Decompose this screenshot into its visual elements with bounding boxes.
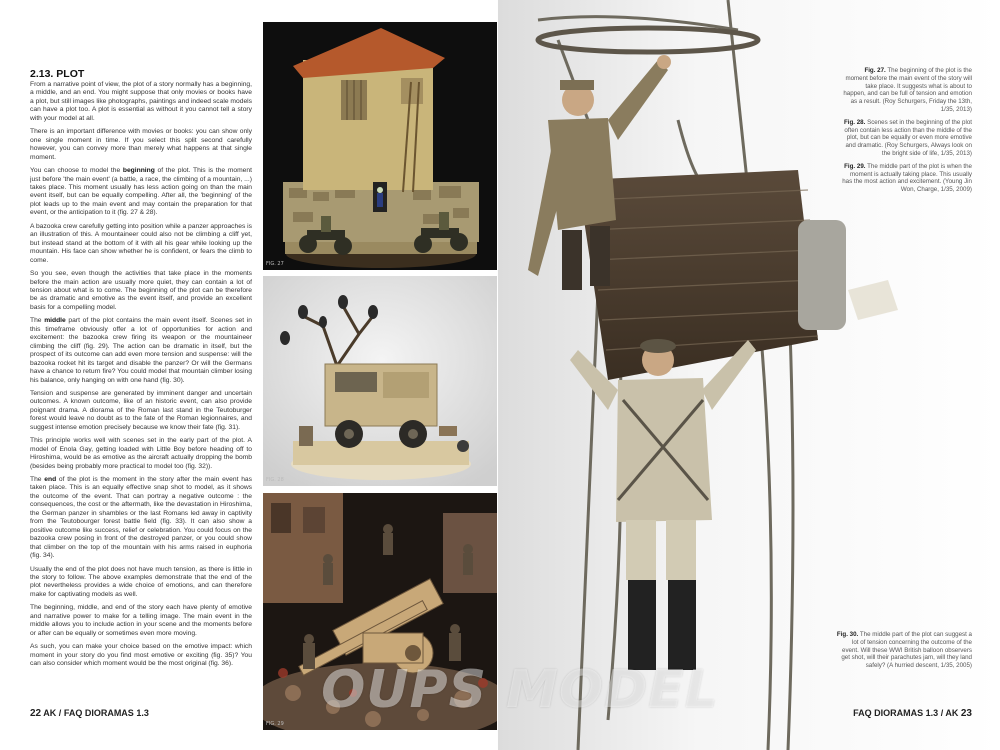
paragraph: The middle part of the plot contains the main event itself. Scenes set in this timeframe obviously offer a lot of opportunities for action and excitement: the bazooka crew firing its weapon or the mountaineer climbing the cliff (fig. 29). The action can be dramatic in itself, but the prospect of its outcome can add even more tension and suspense: will the bazooka rocket hit its target and disable the panzer? Or will the Germans have a chance to return fire? You could model that mountain climber losing his balance, only hanging on with one hand (fig. 30). (30, 317, 252, 384)
caption-text: The beginning of the plot is the moment before the main event of the story will take place. It suggests what is about to happen, and can be full of tension and emotion as a result. (Roy Schurgers, Friday the 13th, 1/35, 2013) (843, 67, 972, 113)
captions-top (842, 67, 972, 199)
paragraph: This principle works well with scenes set in the early part of the plot. A model of Enola Gay, getting loaded with Little Boy before heading off to Hiroshima, would be as emotive as the aircraft actually dropping the bomb (besides being probably more practical to model too (fig. 32)). (30, 437, 252, 470)
footer-right: FAQ DIORAMAS 1.3 / AK 23 (853, 708, 972, 719)
book-title: FAQ DIORAMAS 1.3 (853, 708, 939, 718)
brand-logo: AK (945, 708, 959, 718)
book-title: FAQ DIORAMAS 1.3 (63, 708, 149, 718)
caption-fig-label: Fig. 30. (836, 631, 859, 638)
photo-tag: FIG. 29 (266, 721, 284, 727)
photo-fig-27 (263, 22, 500, 270)
caption-fig-27 (842, 67, 972, 114)
paragraph: So you see, even though the activities that take place in the moments before the main action are usually more quiet, they can contain a lot of tension about what is to come. The beginning of the plot can be therefore be as dramatic and emotive as the event itself, and provide an excellent basis for a compelling model. (30, 270, 252, 311)
caption-text: The middle part of the plot can suggest a lot of tension concerning the outcome of the event. Will these WWI British balloon observers get shot, will their parachutes jam, will they land safely? (A hurried descent, 1/35, 2005) (841, 631, 972, 670)
paragraph: Tension and suspense are generated by imminent danger and uncertain outcomes. A known outcome, like of an historic event, can also provide poignant drama. A diorama of the Roman last stand in the Teutoburger forest would leave no doubt as to the fate of the Roman legionnaires, and suggest intense emotion precisely because we know their fate (fig. 31). (30, 389, 252, 431)
caption-text: The middle part of the plot is when the moment is actually taking place. This usually has the most action and excitement. (Young Jin Won, Charge, 1/35, 2009) (842, 162, 972, 194)
caption-fig-28 (842, 119, 972, 158)
page-number: 22 (30, 708, 42, 719)
section-title: 2.13. PLOT (30, 68, 85, 80)
caption-fig-30 (836, 631, 972, 670)
paragraph: A bazooka crew carefully getting into position while a panzer approaches is an illustration of this. A mountaineer could also not be climbing a cliff yet, but instead stand at the bottom of it with all his gear while looking up the mountain. His face can show whether he is confident, or fears the climb to come. (30, 222, 252, 264)
caption-text: Scenes set in the beginning of the plot often contain less action than the middle of the plot, but can be equally or even more emotive and dramatic. (Roy Schurgers, Always look on the bright side of life, 1/35, 2013) (844, 118, 972, 157)
footer-left: 22 AK / FAQ DIORAMAS 1.3 (30, 708, 149, 719)
page-number: 23 (960, 708, 972, 719)
brand-logo: AK (43, 708, 57, 718)
paragraph: There is an important difference with movies or books: you can show only one single moment in time. If you select this split second carefully however, you can convey more than merely what happens at that single moment. (30, 128, 252, 161)
caption-fig-label: Fig. 29. (844, 162, 866, 170)
paragraph: You can choose to model the beginning of the plot. This is the moment just before 'the main event' (a battle, a race, the climbing of a mountain, ...) takes place. This moment usually has less action going on than the main event itself, but can be equally compelling. After all, the 'beginning' of the plot leads up to the main event and may contain the preparation for that event, or the anticipation to it (fig. 27 & 28). (30, 167, 252, 217)
photo-fig-28 (263, 276, 500, 486)
paragraph: The end of the plot is the moment in the story after the main event has taken place. This is an equally effective snap shot to model, as it shows the outcome of the event. That can portray a negative outcome : the consequences, the cost or the aftermath, like the devastation in Hiroshima, the German panzer in shambles or the last Romans led away in captivity from the Teutobourger forest battle field (fig. 33). It can also show a positive outcome like success, relief or celebration. You could focus on the bazooka crew posing in front of the destroyed panzer, or you could show that climber on the top of the mountain with his arms raised in euphoria (fig. 34). (30, 476, 252, 560)
left-text-column (30, 68, 252, 708)
paragraph: The beginning, middle, and end of the story each have plenty of emotive and narrative power to make for a telling image. The main event in the middle allows you to include action in your scene and the moments before or after can be equally or sometimes even more moving. (30, 604, 252, 637)
caption-fig-label: Fig. 27. (864, 67, 886, 74)
caption-fig-29 (842, 163, 972, 194)
caption-fig-label: Fig. 28. (844, 118, 866, 126)
paragraph: From a narrative point of view, the plot of a story normally has a beginning, a middle, and an end. You might suppose that only movies or books have a plot, but still images like photographs, paintings and indeed scale models can have a plot too. A plot is essential as without it you cannot tell a story with your model at all. (30, 81, 252, 122)
photo-tag: FIG. 27 (266, 261, 284, 267)
photo-tag: FIG. 28 (266, 477, 284, 483)
paragraph: As such, you can make your choice based on the emotive impact: which moment in your story do you find most emotive or exciting (fig. 35)? You can also consider which moment would be the most original (fig. 36). (30, 643, 252, 668)
watermark: OUPS MODEL (321, 660, 719, 720)
paragraph: Usually the end of the plot does not have much tension, as there is little in the story to follow. The above examples demonstrate that the end of the plot nevertheless provides a wide choice of emotions, and can therefore make for captivating models as well. (30, 565, 252, 598)
